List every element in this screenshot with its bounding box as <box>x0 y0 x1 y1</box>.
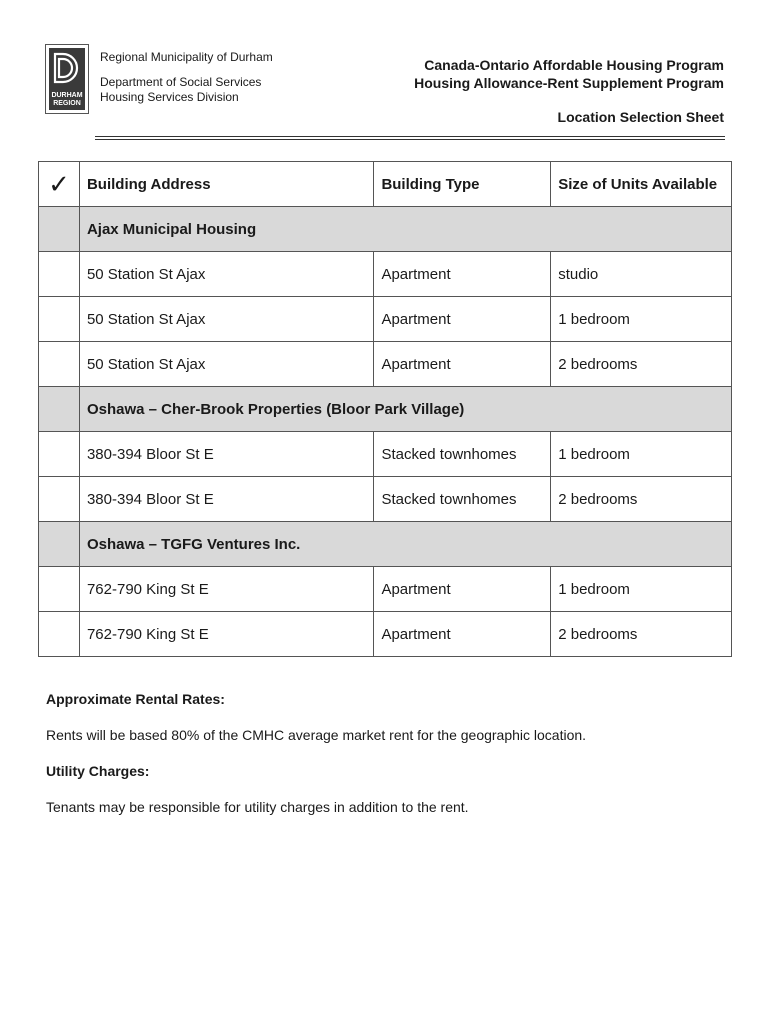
rental-rates-text: Rents will be based 80% of the CMHC average market rent for the geographic location. <box>46 727 587 743</box>
logo-text-bottom: REGION <box>53 100 81 107</box>
table-row <box>39 477 732 522</box>
header-divider-bottom <box>95 139 725 140</box>
cell-type: Apartment <box>374 342 551 387</box>
group-name: Oshawa – TGFG Ventures Inc. <box>79 522 731 567</box>
table-row <box>39 297 732 342</box>
sheet-title: Location Selection Sheet <box>557 109 724 125</box>
cell-address: 380-394 Bloor St E <box>79 432 373 477</box>
cell-size: 2 bedrooms <box>551 342 732 387</box>
cell-size: 1 bedroom <box>551 297 732 342</box>
select-checkbox-cell[interactable] <box>39 432 80 477</box>
cell-size: 1 bedroom <box>551 567 732 612</box>
select-checkbox-cell[interactable] <box>39 567 80 612</box>
cell-address: 380-394 Bloor St E <box>79 477 373 522</box>
org-department: Department of Social Services <box>100 75 262 89</box>
cell-address: 762-790 King St E <box>79 612 373 657</box>
select-checkbox-cell[interactable] <box>39 477 80 522</box>
org-division: Housing Services Division <box>100 90 239 104</box>
notes-section <box>46 690 736 816</box>
table-header-row <box>39 162 732 207</box>
group-row-ajax <box>39 207 732 252</box>
cell-address: 50 Station St Ajax <box>79 297 373 342</box>
program-title-line-2: Housing Allowance-Rent Supplement Program <box>414 75 724 91</box>
cell-type: Apartment <box>374 297 551 342</box>
utility-charges-text: Tenants may be responsible for utility charges in addition to the rent. <box>46 799 469 815</box>
location-table <box>38 161 732 657</box>
table-row <box>39 432 732 477</box>
cell-address: 762-790 King St E <box>79 567 373 612</box>
select-checkbox-cell[interactable] <box>39 342 80 387</box>
logo-text-top: DURHAM <box>51 92 83 99</box>
cell-type: Apartment <box>374 612 551 657</box>
column-header-type: Building Type <box>374 162 551 207</box>
checkmark-icon: ✓ <box>39 162 80 207</box>
cell-type: Apartment <box>374 252 551 297</box>
group-name: Oshawa – Cher-Brook Properties (Bloor Park Village) <box>79 387 731 432</box>
org-name: Regional Municipality of Durham <box>100 50 273 64</box>
utility-charges-heading: Utility Charges: <box>46 763 150 779</box>
cell-address: 50 Station St Ajax <box>79 342 373 387</box>
table-row <box>39 567 732 612</box>
column-header-address: Building Address <box>79 162 373 207</box>
header-divider-top <box>95 136 725 137</box>
select-checkbox-cell[interactable] <box>39 297 80 342</box>
table-row <box>39 252 732 297</box>
cell-size: 2 bedrooms <box>551 612 732 657</box>
group-check-cell <box>39 207 80 252</box>
cell-type: Stacked townhomes <box>374 432 551 477</box>
program-title <box>414 56 724 92</box>
column-header-size: Size of Units Available <box>551 162 732 207</box>
select-checkbox-cell[interactable] <box>39 252 80 297</box>
group-name: Ajax Municipal Housing <box>79 207 731 252</box>
group-check-cell <box>39 522 80 567</box>
rental-rates-heading: Approximate Rental Rates: <box>46 691 225 707</box>
table-row <box>39 342 732 387</box>
select-checkbox-cell[interactable] <box>39 612 80 657</box>
group-row-tgfg <box>39 522 732 567</box>
cell-size: 1 bedroom <box>551 432 732 477</box>
durham-region-logo-icon <box>45 44 89 114</box>
cell-type: Apartment <box>374 567 551 612</box>
table-row <box>39 612 732 657</box>
program-title-line-1: Canada-Ontario Affordable Housing Program <box>424 57 724 73</box>
group-check-cell <box>39 387 80 432</box>
cell-address: 50 Station St Ajax <box>79 252 373 297</box>
cell-size: studio <box>551 252 732 297</box>
cell-size: 2 bedrooms <box>551 477 732 522</box>
organization-block <box>100 50 273 105</box>
cell-type: Stacked townhomes <box>374 477 551 522</box>
group-row-cher-brook <box>39 387 732 432</box>
